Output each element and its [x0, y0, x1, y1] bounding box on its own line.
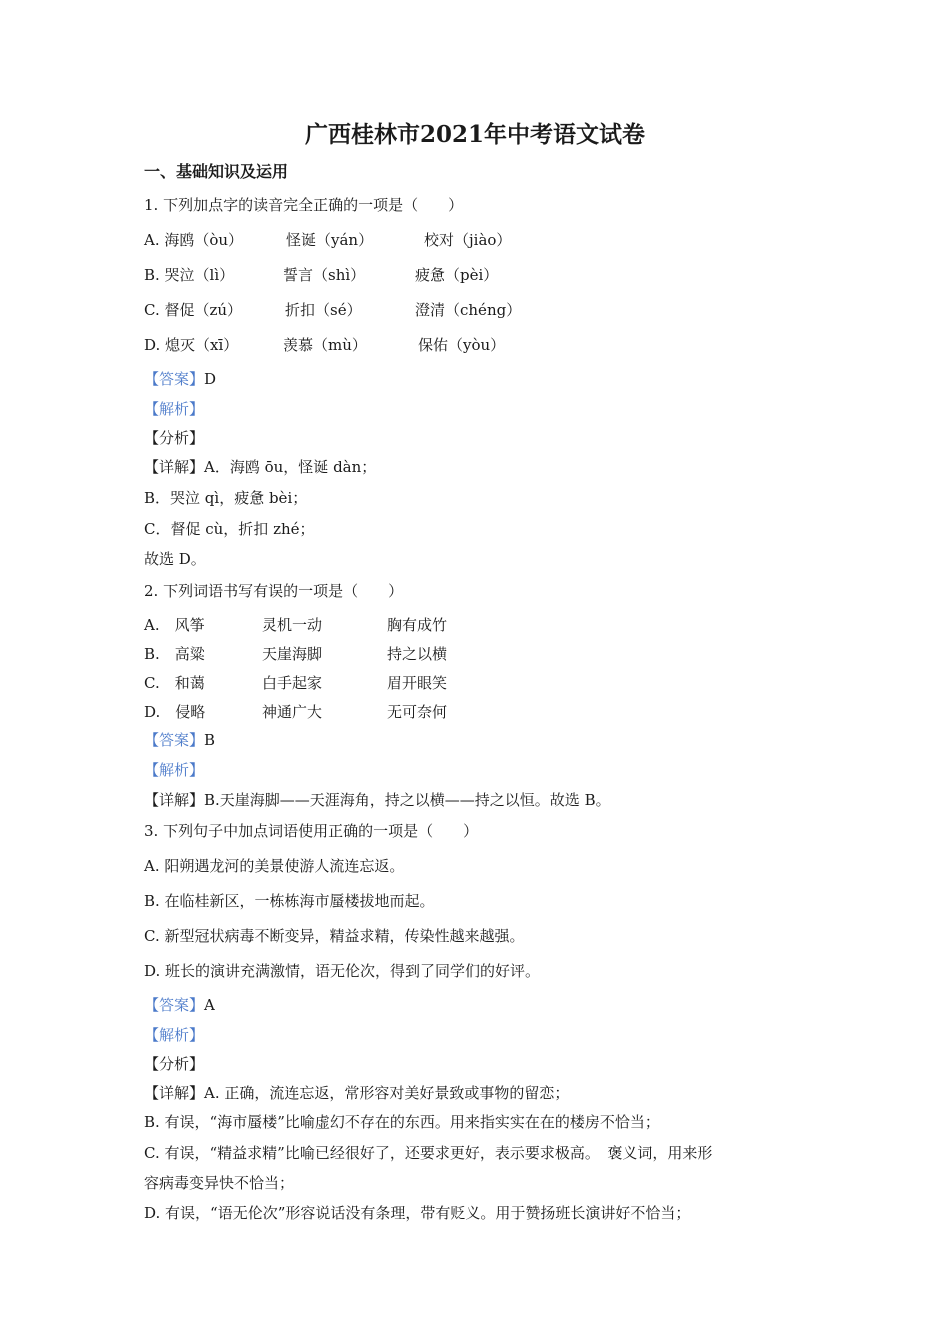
q2-option-c-2: 白手起家	[262, 674, 323, 692]
q1-detail-line: C．督促 cù，折扣 zhé；	[144, 520, 315, 538]
q2-stem: 2. 下列词语书写有误的一项是（ ）	[144, 582, 404, 600]
q3-detail	[144, 1083, 569, 1103]
q3-option-a: A. 阳朔遇龙河的美景使游人流连忘返。	[144, 857, 405, 875]
q1-option-c-3: 澄清（chéng）	[415, 301, 522, 319]
q2-answer	[144, 730, 215, 750]
answer-tag: 【答案】	[144, 370, 205, 388]
answer-value: D	[204, 370, 217, 388]
q3-fenxi: 【分析】	[144, 1055, 205, 1073]
answer-tag: 【答案】	[144, 996, 205, 1014]
q1-fenxi: 【分析】	[144, 429, 205, 447]
q1-stem: 1. 下列加点字的读音完全正确的一项是（ ）	[144, 196, 464, 214]
q3-option-b: B. 在临桂新区，一栋栋海市蜃楼拔地而起。	[144, 892, 435, 910]
q1-option-b-1: B. 哭泣（lì）	[144, 266, 235, 284]
page-title: 广西桂林市2021年中考语文试卷	[304, 121, 645, 148]
detail-tag: 【详解】	[144, 1084, 205, 1102]
q1-detail-line: B．哭泣 qì，疲惫 bèi；	[144, 489, 308, 507]
answer-value: A	[204, 996, 215, 1014]
q2-detail	[144, 790, 611, 810]
q3-stem: 3. 下列句子中加点词语使用正确的一项是（ ）	[144, 822, 479, 840]
q1-option-a-3: 校对（jiào）	[424, 231, 512, 249]
q1-option-a-1: A. 海鸥（òu）	[144, 231, 244, 249]
q2-option-b-2: 天崖海脚	[262, 645, 323, 663]
q1-option-b-2: 誓言（shì）	[283, 266, 366, 284]
q3-detail-line: D. 有误，“语无伦次”形容说话没有条理，带有贬义。用于赞扬班长演讲好不恰当；	[144, 1204, 691, 1222]
q2-option-b-1: B. 高粱	[144, 645, 205, 663]
q3-option-d: D. 班长的演讲充满激情，语无伦次，得到了同学们的好评。	[144, 962, 541, 980]
q1-option-c-2: 折扣（sé）	[285, 301, 362, 319]
q2-option-d-1: D. 侵略	[144, 703, 206, 721]
answer-value: B	[204, 731, 216, 749]
detail-text: A. 正确，流连忘返，常形容对美好景致或事物的留恋；	[204, 1084, 570, 1102]
q3-detail-line: C. 有误，“精益求精”比喻已经很好了，还要求更好，表示要求极高。 褒义词，用来形	[144, 1144, 713, 1162]
section-heading: 一、基础知识及运用	[144, 162, 289, 181]
q1-option-d-1: D. 熄灭（xī）	[144, 336, 239, 354]
q2-option-c-3: 眉开眼笑	[387, 674, 448, 692]
q2-option-c-1: C. 和蔼	[144, 674, 205, 692]
q2-option-a-1: A. 风筝	[144, 616, 205, 634]
detail-tag: 【详解】	[144, 458, 205, 476]
detail-tag: 【详解】	[144, 791, 205, 809]
q1-option-c-1: C. 督促（zú）	[144, 301, 243, 319]
q1-jiexi: 【解析】	[144, 400, 205, 418]
q1-answer	[144, 369, 216, 389]
q3-option-c: C. 新型冠状病毒不断变异，精益求精，传染性越来越强。	[144, 927, 525, 945]
answer-tag: 【答案】	[144, 731, 205, 749]
q1-option-d-2: 羡慕（mù）	[283, 336, 367, 354]
q3-jiexi: 【解析】	[144, 1026, 205, 1044]
q2-option-d-3: 无可奈何	[387, 703, 448, 721]
detail-text: A．海鸥 ōu，怪诞 dàn；	[204, 458, 377, 476]
q1-detail	[144, 457, 376, 477]
q1-detail-line: 故选 D。	[144, 550, 206, 568]
q3-detail-line: 容病毒变异快不恰当；	[144, 1174, 295, 1192]
q2-option-a-2: 灵机一动	[262, 616, 323, 634]
q2-option-b-3: 持之以横	[387, 645, 448, 663]
q2-jiexi: 【解析】	[144, 761, 205, 779]
q3-detail-line: B. 有误，“海市蜃楼”比喻虚幻不存在的东西。用来指实实在在的楼房不恰当；	[144, 1113, 660, 1131]
q2-option-d-2: 神通广大	[262, 703, 323, 721]
q1-option-a-2: 怪诞（yán）	[286, 231, 374, 249]
q1-option-b-3: 疲惫（pèi）	[415, 266, 499, 284]
q1-option-d-3: 保佑（yòu）	[418, 336, 506, 354]
detail-text: B.天崖海脚——天涯海角，持之以横——持之以恒。故选 B。	[204, 791, 611, 809]
q3-answer	[144, 995, 215, 1015]
q2-option-a-3: 胸有成竹	[387, 616, 448, 634]
